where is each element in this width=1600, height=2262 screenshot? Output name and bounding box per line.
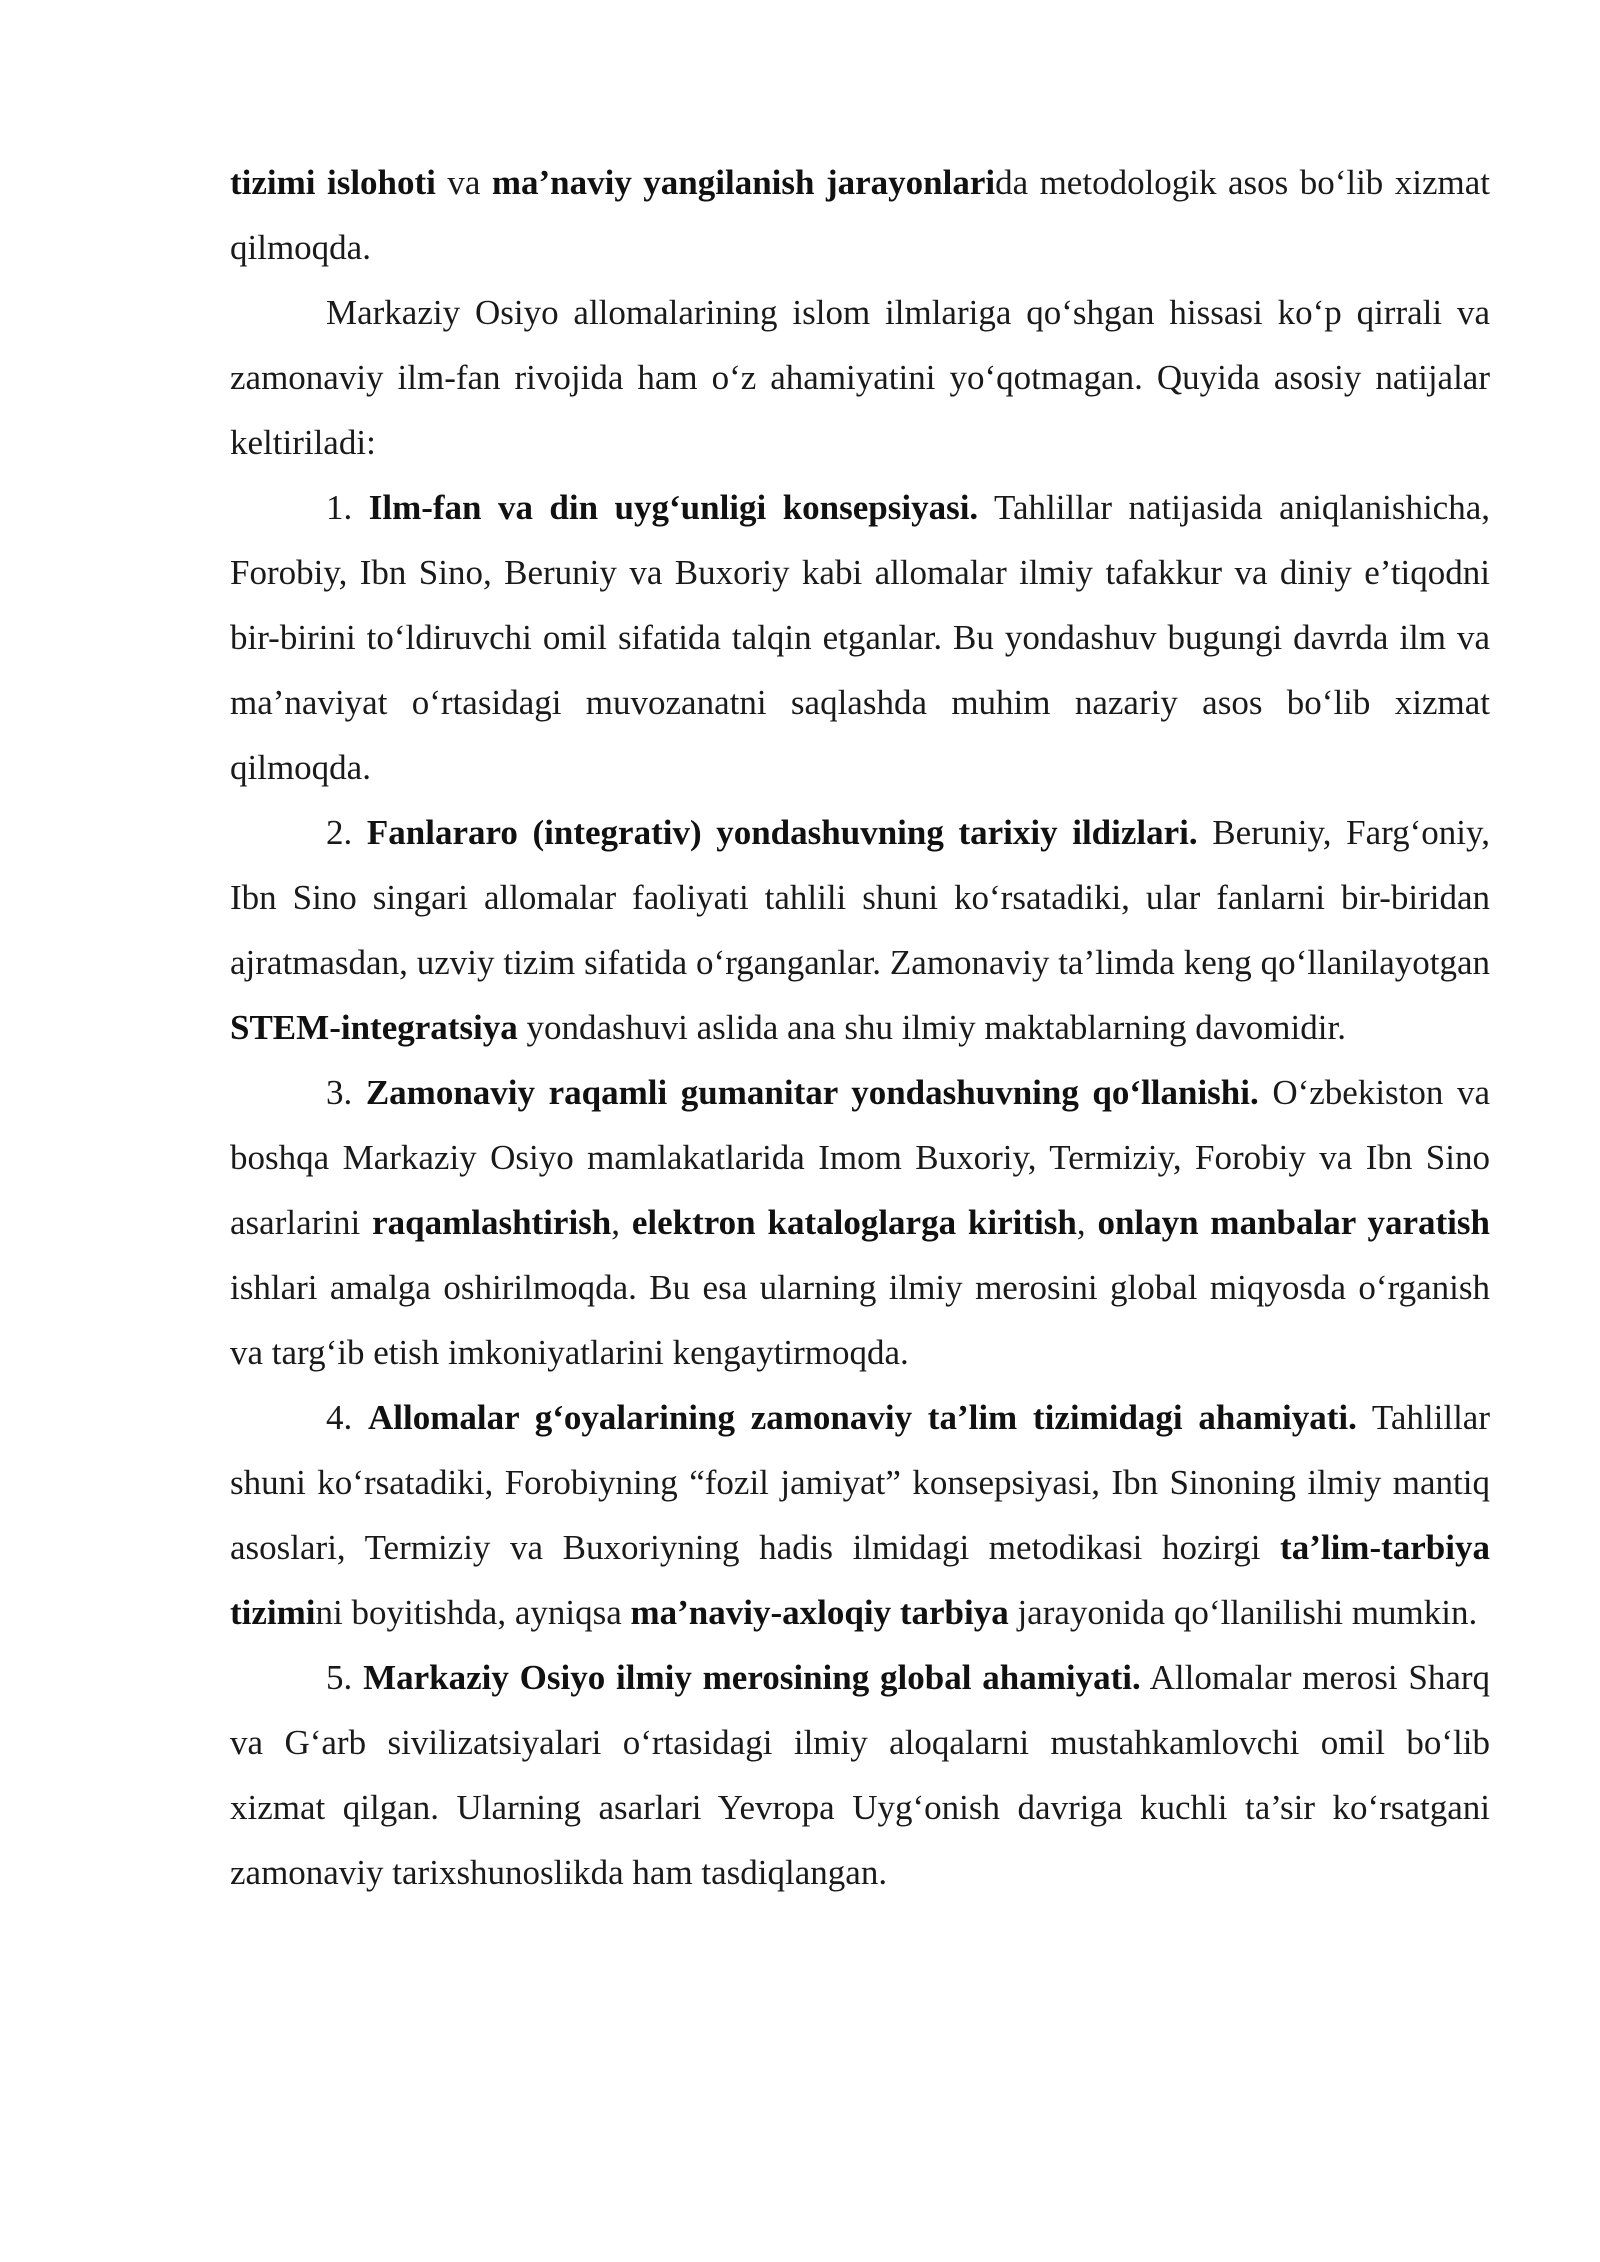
text-run: Tahlillar shuni ko‘rsatadiki, Forobiyning “fozil jamiyat” konsepsiyasi, Ibn Sinoning ilmiy mantiq asoslari, Termiziy va Buxoriyning hadis ilmidagi metodikasi hozirgi (230, 1398, 1490, 1567)
text-run: ishlari amalga oshirilmoqda. Bu esa ularning ilmiy merosini global miqyosda o‘rganish va targ‘ib etish imkoniyatlarini kengaytirmoqda. (230, 1268, 1490, 1372)
paragraph-intro-continuation (230, 150, 1490, 280)
list-number: 2. (326, 813, 367, 852)
text-run: Markaziy Osiyo allomalarining islom ilmlariga qo‘shgan hissasi ko‘p qirrali va zamonaviy ilm-fan rivojida ham o‘z ahamiyatini yo‘qotmagan. Quyida asosiy natijalar keltiriladi: (230, 293, 1490, 462)
text-run: O‘zbekiston va boshqa Markaziy Osiyo mamlakatlarida Imom Buxoriy, Termiziy, Forobiy va Ibn Sino asarlarini (230, 1073, 1491, 1242)
list-item-heading: Markaziy Osiyo ilmiy merosining global ahamiyati. (363, 1658, 1141, 1697)
bold-phrase: ta’lim-tarbiya tizimi (230, 1528, 1490, 1632)
text-run: , (1076, 1203, 1098, 1242)
list-number: 5. (326, 1658, 364, 1697)
bold-phrase: STEM-integratsiya (230, 1008, 518, 1047)
text-run: ni boyitishda, ayniqsa (315, 1593, 631, 1632)
text-run: yondashuvi aslida ana shu ilmiy maktablarning davomidir. (517, 1008, 1346, 1047)
list-number: 1. (326, 488, 369, 527)
bold-phrase: ma’naviy-axloqiy tarbiya (630, 1593, 1009, 1632)
text-run: da metodologik asos bo‘lib xizmat qilmoqda. (230, 163, 1491, 267)
text-run: , (611, 1203, 632, 1242)
bold-phrase: onlayn manbalar yaratish (1097, 1203, 1490, 1242)
list-item-heading: Allomalar g‘oyalarining zamonaviy ta’lim tizimidagi ahamiyati. (367, 1398, 1357, 1437)
list-number: 3. (326, 1073, 366, 1112)
text-run: Allomalar merosi Sharq va G‘arb sivilizatsiyalari o‘rtasidagi ilmiy aloqalarni mustahkamlovchi omil bo‘lib xizmat qilgan. Ularning asarlari Yevropa Uyg‘onish davriga kuchli ta’sir ko‘rsatgani zamonaviy tarixshunoslikda ham tasdiqlangan. (230, 1658, 1491, 1892)
text-run: Tahlillar natijasida aniqlanishicha, Forobiy, Ibn Sino, Beruniy va Buxoriy kabi allomalar ilmiy tafakkur va diniy e’tiqodni bir-birini to‘ldiruvchi omil sifatida talqin etganlar. Bu yondashuv bugungi davrda ilm va ma’naviyat o‘rtasidagi muvozanatni saqlashda muhim nazariy asos bo‘lib xizmat qilmoqda. (230, 488, 1491, 787)
list-item-2 (230, 800, 1490, 1060)
list-item-heading: Fanlararo (integrativ) yondashuvning tarixiy ildizlari. (366, 813, 1198, 852)
list-item-1 (230, 475, 1490, 800)
bold-phrase: elektron kataloglarga kiritish (631, 1203, 1077, 1242)
text-run: jarayonida qo‘llanilishi mumkin. (1008, 1593, 1478, 1632)
list-item-5 (230, 1645, 1490, 1905)
bold-phrase: raqamlashtirish (372, 1203, 612, 1242)
list-item-4 (230, 1385, 1490, 1645)
list-number: 4. (326, 1398, 368, 1437)
text-run: Beruniy, Farg‘oniy, Ibn Sino singari allomalar faoliyati tahlili shuni ko‘rsatadiki, ular fanlarni bir-biridan ajratmasdan, uzviy tizim sifatida o‘rganganlar. Zamonaviy ta’limda keng qo‘llanilayotgan (230, 813, 1490, 982)
bold-phrase: ma’naviy yangilanish jarayonlari (491, 163, 996, 202)
paragraph-overview (230, 280, 1490, 475)
list-item-heading: Zamonaviy raqamli gumanitar yondashuvning qo‘llanishi. (365, 1073, 1259, 1112)
bold-phrase: tizimi islohoti (230, 163, 436, 202)
list-item-heading: Ilm-fan va din uyg‘unligi konsepsiyasi. (368, 488, 979, 527)
list-item-3 (230, 1060, 1490, 1385)
document-page (230, 150, 1490, 1905)
text-run: va (435, 163, 492, 202)
